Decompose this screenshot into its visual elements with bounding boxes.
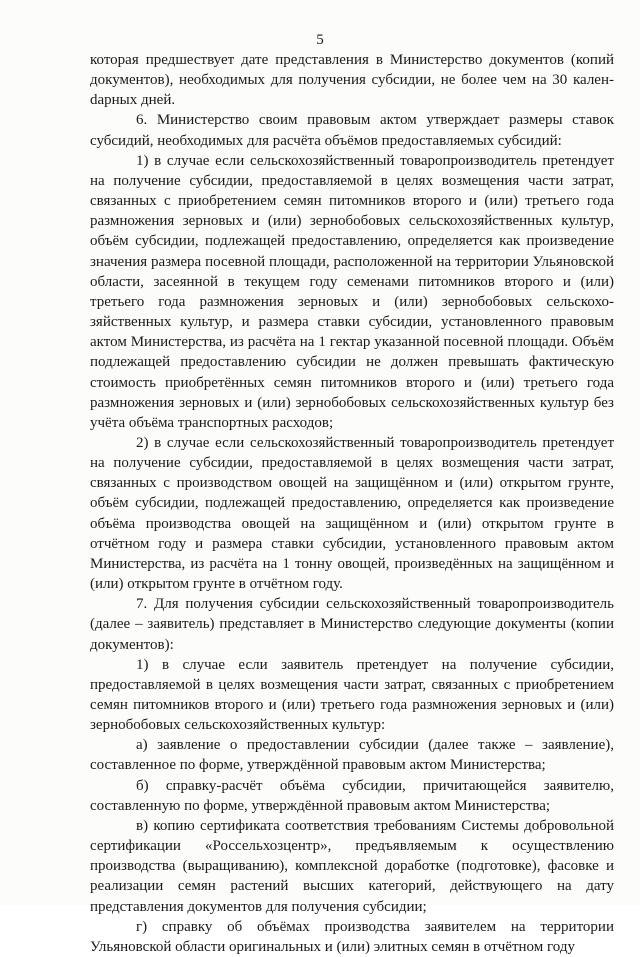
paragraph-7-1-a: а) заявление о предоставлении субсидии (далее также – заявление), составленное по форме, утверждённой правовым актом Министерства;: [90, 737, 614, 774]
paragraph-7-1-g: г) справку об объёмах производства заявителем на территории Ульяновской области оригинальных и (или) элитных семян в отчётном году: [90, 918, 614, 955]
paragraph-7-1-v: в) копию сертификата соответствия требованиям Системы добровольной сертификации «Россельхозцентр», предъявляемым к осуществлению производства (выращиванию), комплексной доработке (подготовке), фасовке и реализации семян растений высших категорий, действующего на дату представления документов для получения субсидии;: [90, 817, 614, 915]
paragraph-7-1-b: б) справку-расчёт объёма субсидии, причитающейся заявителю, составленную по форме, утверждённой правовым актом Министерства;: [90, 777, 614, 814]
paragraph-continuation: которая предшествует дате представления в Министерство документов (копий документов), необходимых для получения субсидии, не более чем на 30 каленdарных дней.: [90, 52, 614, 109]
paragraph-item-6: 6. Министерство своим правовым актом утверждает размеры ставок субсидий, необходимых для расчёта объёмов предоставляемых субсидий:: [90, 112, 614, 149]
paragraph-7-subitem-1: 1) в случае если заявитель претендует на получение субсидии, предоставляемой в целях возмещения части затрат, связанных с приобретением семян питомников второго и (или) третьего года размножения зерновых и (или) зернобобовых сельскохозяйственных культур:: [90, 656, 614, 734]
paragraph-item-7: 7. Для получения субсидии сельскохозяйственный товаропроизводитель (далее – заявитель) представляет в Министерство следующие документы (копии документов):: [90, 596, 614, 653]
paragraph-6-subitem-2: 2) в случае если сельскохозяйственный товаропроизводитель претендует на получение субсидии, предоставляемой в целях возмещения части затрат, связанных с производством овощей на защищённом и (или) открытом грунте, объём субсидии, подлежащей предоставлению, определяется как произведение объёма производства овощей на защищённом и (или) открытом грунте в отчётном году и размера ставки субсидии, установленного правовым актом Министерства, из расчёта на 1 тонну овощей, произведённых на защищённом и (или) открытом грунте в отчётном году.: [90, 434, 614, 593]
page-number: 5: [316, 32, 324, 48]
paragraph-6-subitem-1: 1) в случае если сельскохозяйственный товаропроизводитель претендует на получение субсидии, предоставляемой в целях возмещения части затрат, связанных с приобретением семян питомников второго и (или) третьего года размножения зерновых и (или) зернобобовых сельскохозяйственных культур, объём субсидии, подлежащей предоставлению, определяется как произведение значения размера посевной площади, расположенной на территории Ульяновской области, засеянной в текущем году семенами питомников второго и (или) третьего года размножения зерновых и (или) зернобобовых сельскохозяйственных культур, и размера ставки субсидии, установленного правовым актом Министерства, из расчёта на 1 гектар указанной посевной площади. Объём подлежащей предоставлению субсидии не должен превышать фактическую стоимость приобретённых семян питомников второго и (или) третьего года размножения зерновых и (или) зернобобовых сельскохозяйственных культур без учёта объёма транспортных расходов;: [90, 152, 614, 431]
document-body: [90, 50, 614, 957]
